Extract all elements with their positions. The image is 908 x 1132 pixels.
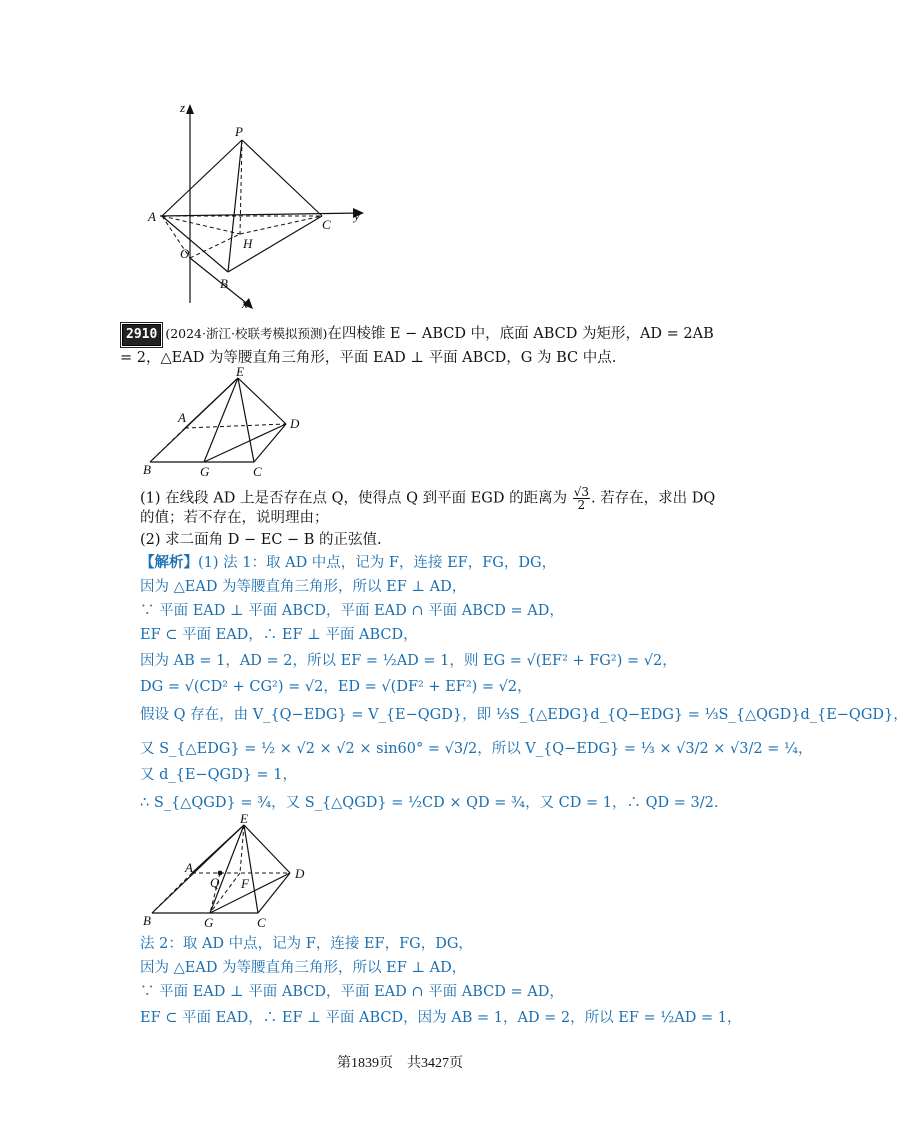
solution-tag: 【解析】 — [140, 554, 198, 571]
method2-line-4: EF ⊂ 平面 EAD，∴ EF ⊥ 平面 ABCD，因为 AB = 1，AD = 2，所以 EF = ½AD = 1， — [140, 1010, 742, 1026]
fig1-label-c: C — [322, 217, 331, 232]
fig3-label-f: F — [241, 876, 249, 891]
problem-statement-1: 在四棱锥 E − ABCD 中，底面 ABCD 为矩形，AD = 2AB — [327, 326, 714, 342]
fig3-label-e: E — [240, 811, 248, 826]
page-total: 共3427页 — [407, 1056, 463, 1071]
fig1-label-x: x — [242, 296, 248, 311]
fig3-label-d: D — [295, 866, 305, 881]
solution-step-10: ∴ S_{△QGD} = ¾，又 S_{△QGD} = ½CD × QD = ¾，又 CD = 1，∴ QD = 3/2. — [140, 795, 719, 811]
fig1-label-b: B — [220, 276, 228, 291]
solution-step-6: DG = √(CD² + CG²) = √2，ED = √(DF² + EF²) = √2， — [140, 679, 532, 695]
solution-step-2: 因为 △EAD 为等腰直角三角形，所以 EF ⊥ AD， — [140, 579, 467, 595]
method2-line-3: ∵ 平面 EAD ⊥ 平面 ABCD，平面 EAD ∩ 平面 ABCD = AD， — [140, 984, 564, 1000]
problem-number-badge: 2910 — [122, 324, 161, 346]
fraction-sqrt3-over-2: $\frac{√3}{2}$ — [573, 485, 589, 512]
solution-step-9: 又 d_{E−QGD} = 1， — [140, 767, 298, 783]
method2-line-2: 因为 △EAD 为等腰直角三角形，所以 EF ⊥ AD， — [140, 960, 467, 976]
fig2-label-g: G — [200, 464, 210, 479]
fig3-label-a: A — [185, 860, 193, 875]
problem-source: (2024·浙江·校联考模拟预测) — [165, 326, 328, 341]
question-1-part-b: . 若存在，求出 DQ — [590, 490, 716, 507]
page-footer — [0, 1052, 800, 1072]
solution-step-3: ∵ 平面 EAD ⊥ 平面 ABCD，平面 EAD ∩ 平面 ABCD = AD， — [140, 603, 564, 619]
problem-header-line — [122, 324, 714, 346]
solution-line-1 — [140, 553, 556, 573]
fig1-label-p: P — [235, 124, 243, 139]
fig1-label-y: y — [354, 208, 360, 223]
fig1-label-a: A — [148, 209, 156, 224]
solution-step-4: EF ⊂ 平面 EAD，∴ EF ⊥ 平面 ABCD， — [140, 627, 418, 643]
fig2-label-c: C — [253, 464, 262, 479]
figure-pyramid-with-q-f — [140, 811, 320, 930]
fig3-label-b: B — [143, 913, 151, 928]
solution-step-5: 因为 AB = 1，AD = 2，所以 EF = ½AD = 1，则 EG = √(EF² + FG²) = √2， — [140, 653, 677, 669]
page-number: 第1839页 — [337, 1056, 393, 1071]
solution-step-1: (1) 法 1：取 AD 中点，记为 F，连接 EF，FG，DG， — [198, 555, 557, 571]
figure-pyramid-coordinate — [140, 98, 380, 313]
fig1-label-o: O — [180, 246, 190, 261]
question-2-line: (2) 求二面角 D − EC − B 的正弦值. — [140, 532, 382, 548]
fig3-label-g: G — [204, 915, 214, 930]
fig2-label-b: B — [143, 462, 151, 477]
solution-step-8: 又 S_{△EDG} = ½ × √2 × √2 × sin60° = √3/2，所以 V_{Q−EDG} = ⅓ × √3/2 × √3/2 = ¼， — [140, 741, 813, 757]
fig1-label-z: z — [180, 100, 186, 115]
figure-pyramid-egd — [140, 364, 320, 480]
question-1-part-a: (1) 在线段 AD 上是否存在点 Q，使得点 Q 到平面 EGD 的距离为 — [140, 490, 568, 507]
fig1-label-h: H — [243, 236, 253, 251]
method2-line-1: 法 2：取 AD 中点，记为 F，连接 EF，FG，DG， — [140, 936, 473, 952]
fig3-label-q: Q — [210, 875, 220, 890]
fig2-label-e: E — [236, 364, 244, 379]
problem-statement-2: = 2，△EAD 为等腰直角三角形，平面 EAD ⊥ 平面 ABCD，G 为 BC 中点. — [120, 350, 617, 366]
question-1-line-2: 的值；若不存在，说明理由； — [140, 510, 329, 526]
solution-step-7: 假设 Q 存在，由 V_{Q−EDG} = V_{E−QGD}，即 ⅓S_{△EDG}d_{Q−EDG} = ⅓S_{△QGD}d_{E−QGD}， — [140, 707, 908, 723]
fig2-label-d: D — [290, 416, 300, 431]
fig2-label-a: A — [178, 410, 186, 425]
fig3-label-c: C — [257, 915, 266, 930]
